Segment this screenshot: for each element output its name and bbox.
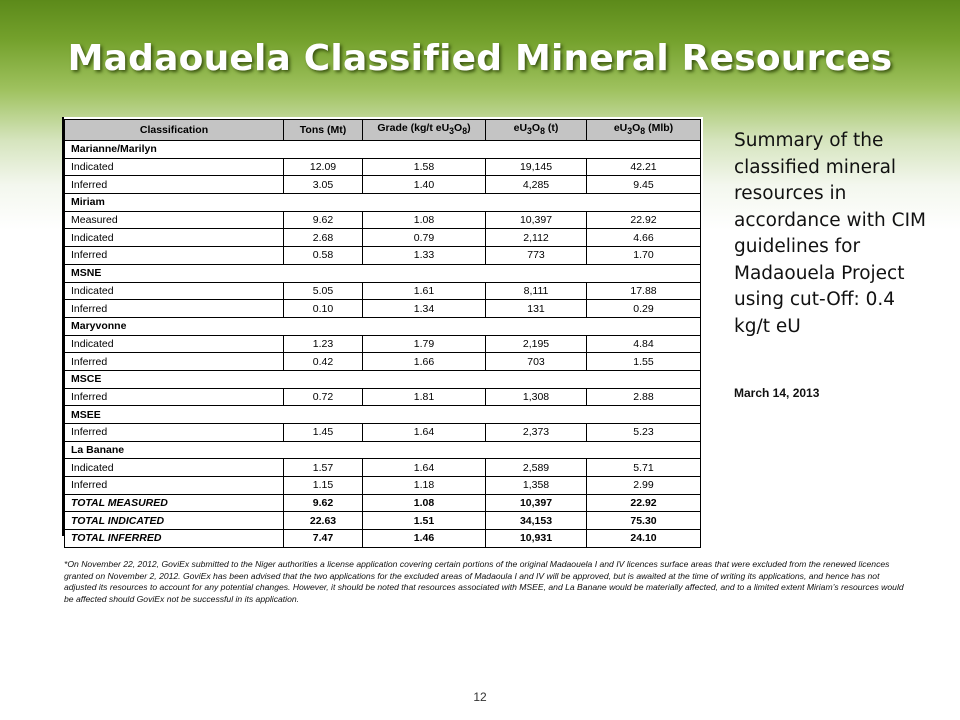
eu-mlb-cell: 0.29: [587, 300, 701, 318]
total-row-measured: [65, 494, 701, 512]
eu-tonnes-cell: 19,145: [486, 158, 587, 176]
group-row-msce: [65, 370, 701, 388]
grade-cell: 1.08: [363, 494, 486, 512]
row-label: Inferred: [65, 388, 284, 406]
grade-cell: 1.64: [363, 424, 486, 442]
group-row-msee: [65, 406, 701, 424]
eu-tonnes-cell: 34,153: [486, 512, 587, 530]
grade-cell: 1.18: [363, 477, 486, 495]
eu-mlb-cell: 17.88: [587, 282, 701, 300]
table-header-row: [65, 120, 701, 141]
row-label: Inferred: [65, 300, 284, 318]
total-row-indicated: [65, 512, 701, 530]
grade-cell: 1.40: [363, 176, 486, 194]
total-label: TOTAL INDICATED: [65, 512, 284, 530]
grade-cell: 1.58: [363, 158, 486, 176]
header-classification: Classification: [65, 120, 284, 141]
eu-mlb-cell: 75.30: [587, 512, 701, 530]
eu-tonnes-cell: 10,397: [486, 211, 587, 229]
tons-cell: 2.68: [284, 229, 363, 247]
row-label: Indicated: [65, 335, 284, 353]
eu-tonnes-cell: 4,285: [486, 176, 587, 194]
tons-cell: 3.05: [284, 176, 363, 194]
eu-tonnes-cell: 1,358: [486, 477, 587, 495]
group-label: Maryvonne: [65, 317, 701, 335]
table-row: [65, 300, 701, 318]
row-label: Inferred: [65, 353, 284, 371]
grade-cell: 1.08: [363, 211, 486, 229]
eu-mlb-cell: 1.55: [587, 353, 701, 371]
table-row: [65, 158, 701, 176]
eu-tonnes-cell: 131: [486, 300, 587, 318]
table-row: [65, 211, 701, 229]
group-label: Marianne/Marilyn: [65, 141, 701, 159]
grade-cell: 1.33: [363, 247, 486, 265]
eu-mlb-cell: 24.10: [587, 530, 701, 548]
total-label: TOTAL INFERRED: [65, 530, 284, 548]
tons-cell: 5.05: [284, 282, 363, 300]
total-label: TOTAL MEASURED: [65, 494, 284, 512]
row-label: Measured: [65, 211, 284, 229]
tons-cell: 1.57: [284, 459, 363, 477]
summary-date: March 14, 2013: [734, 386, 820, 400]
table-row: [65, 282, 701, 300]
grade-cell: 1.81: [363, 388, 486, 406]
grade-cell: 0.79: [363, 229, 486, 247]
total-row-inferred: [65, 530, 701, 548]
footnote: *On November 22, 2012, GoviEx submitted to the Niger authorities a license application covering certain portions of the original Madaouela I and IV licences surface areas that were excluded from the renewed licences granted on November 2, 2012. GoviEx has been advised that the two applications for the excluded areas of Madaoula I and IV will be approved, but is awaited at the time of writing its applications, and hence has not adjusted its resources to account for any potential changes. However, it should be noted that resources associated with MSEE, and La Banane would be materially affected, and to a limited extent Miriam’s resources would be affected should GoviEx not be successful in its application.: [64, 559, 904, 605]
group-row-marianne: [65, 141, 701, 159]
grade-cell: 1.61: [363, 282, 486, 300]
resource-table: [64, 119, 701, 548]
header-tons: Tons (Mt): [284, 120, 363, 141]
tons-cell: 1.23: [284, 335, 363, 353]
summary-description: Summary of the classified mineral resources in accordance with CIM guidelines for Madaouela Project using cut-Off: 0.4 kg/t eU: [734, 130, 926, 337]
tons-cell: 0.42: [284, 353, 363, 371]
group-row-maryvonne: [65, 317, 701, 335]
eu-tonnes-cell: 1,308: [486, 388, 587, 406]
eu-tonnes-cell: 2,112: [486, 229, 587, 247]
tons-cell: 1.15: [284, 477, 363, 495]
eu-mlb-cell: 5.23: [587, 424, 701, 442]
tons-cell: 22.63: [284, 512, 363, 530]
eu-tonnes-cell: 2,589: [486, 459, 587, 477]
group-row-la-banane: [65, 441, 701, 459]
group-row-msne: [65, 264, 701, 282]
eu-mlb-cell: 9.45: [587, 176, 701, 194]
header-eu3o8-tonnes: $eU_3O_8$ (t): [486, 120, 587, 141]
row-label: Indicated: [65, 459, 284, 477]
eu-tonnes-cell: 10,397: [486, 494, 587, 512]
row-label: Inferred: [65, 176, 284, 194]
tons-cell: 1.45: [284, 424, 363, 442]
header-eu3o8-mlb: $eU_3O_8$ (Mlb): [587, 120, 701, 141]
tons-cell: 7.47: [284, 530, 363, 548]
tons-cell: 0.10: [284, 300, 363, 318]
slide-title: Madaouela Classified Mineral Resources: [67, 38, 893, 79]
eu-tonnes-cell: 703: [486, 353, 587, 371]
eu-mlb-cell: 2.88: [587, 388, 701, 406]
table-row: [65, 353, 701, 371]
eu-mlb-cell: 42.21: [587, 158, 701, 176]
grade-cell: 1.79: [363, 335, 486, 353]
eu-tonnes-cell: 773: [486, 247, 587, 265]
eu-tonnes-cell: 2,373: [486, 424, 587, 442]
table-row: [65, 424, 701, 442]
resource-table-panel: [62, 117, 703, 545]
eu-mlb-cell: 1.70: [587, 247, 701, 265]
table-row: [65, 247, 701, 265]
eu-tonnes-cell: 10,931: [486, 530, 587, 548]
grade-cell: 1.46: [363, 530, 486, 548]
eu-mlb-cell: 4.84: [587, 335, 701, 353]
group-label: MSNE: [65, 264, 701, 282]
eu-mlb-cell: 22.92: [587, 211, 701, 229]
grade-cell: 1.64: [363, 459, 486, 477]
row-label: Indicated: [65, 229, 284, 247]
eu-mlb-cell: 22.92: [587, 494, 701, 512]
table-row: [65, 229, 701, 247]
row-label: Inferred: [65, 424, 284, 442]
eu-mlb-cell: 5.71: [587, 459, 701, 477]
table-row: [65, 176, 701, 194]
table-row: [65, 459, 701, 477]
row-label: Indicated: [65, 282, 284, 300]
table-row: [65, 335, 701, 353]
group-label: MSCE: [65, 370, 701, 388]
eu-tonnes-cell: 8,111: [486, 282, 587, 300]
eu-tonnes-cell: 2,195: [486, 335, 587, 353]
header-grade: Grade (kg/t $eU_3O_8$): [363, 120, 486, 141]
tons-cell: 0.58: [284, 247, 363, 265]
row-label: Inferred: [65, 247, 284, 265]
grade-cell: 1.34: [363, 300, 486, 318]
table-row: [65, 477, 701, 495]
page-number: 12: [473, 690, 487, 704]
eu-mlb-cell: 2.99: [587, 477, 701, 495]
tons-cell: 9.62: [284, 494, 363, 512]
tons-cell: 12.09: [284, 158, 363, 176]
group-label: La Banane: [65, 441, 701, 459]
table-row: [65, 388, 701, 406]
group-row-miriam: [65, 194, 701, 212]
group-label: Miriam: [65, 194, 701, 212]
tons-cell: 9.62: [284, 211, 363, 229]
grade-cell: 1.51: [363, 512, 486, 530]
row-label: Indicated: [65, 158, 284, 176]
row-label: Inferred: [65, 477, 284, 495]
group-label: MSEE: [65, 406, 701, 424]
eu-mlb-cell: 4.66: [587, 229, 701, 247]
grade-cell: 1.66: [363, 353, 486, 371]
tons-cell: 0.72: [284, 388, 363, 406]
